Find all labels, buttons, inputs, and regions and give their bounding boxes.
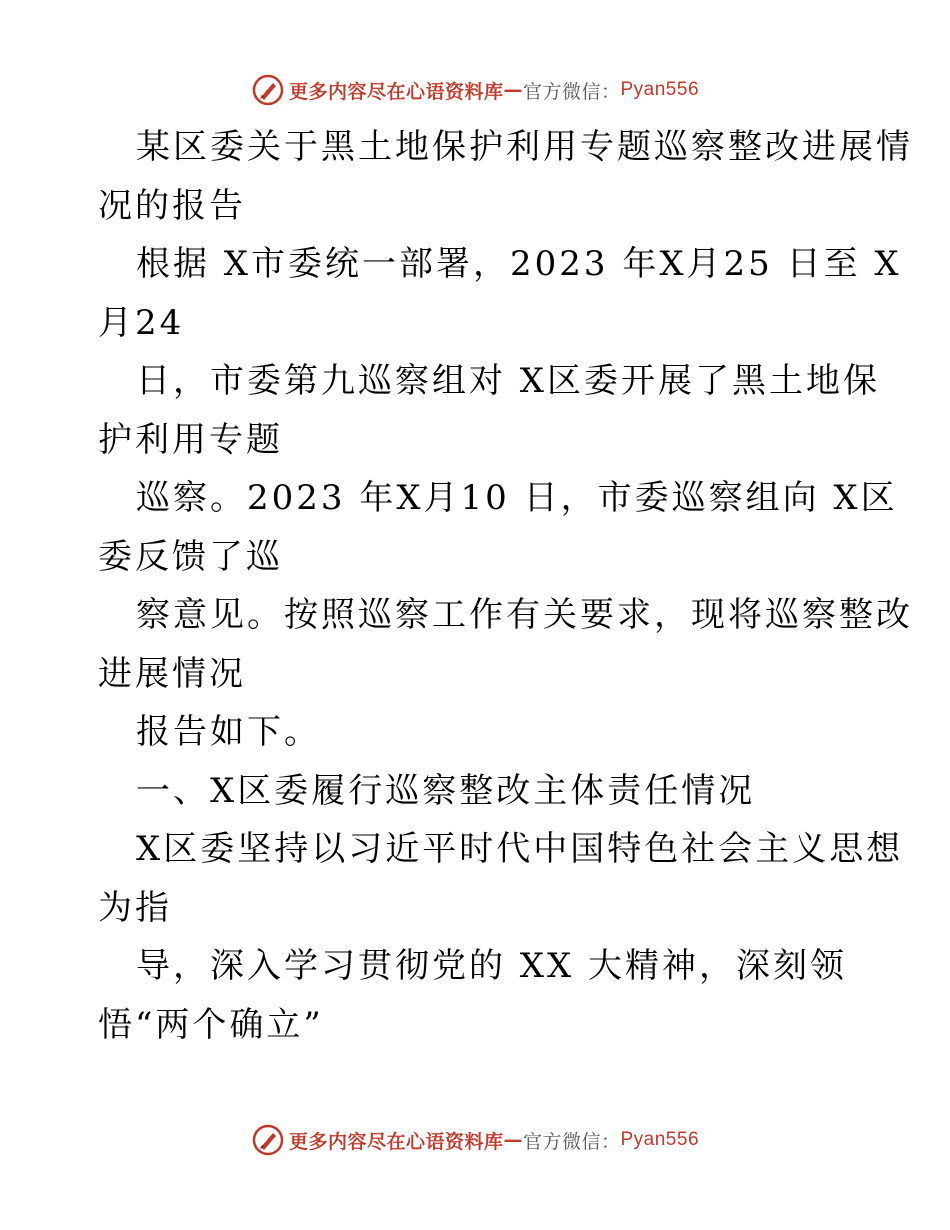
text-line: 日，市委第九巡察组对 X区委开展了黑土地保 — [136, 361, 881, 401]
text-line: X区委坚持以习近平时代中国特色社会主义思想 — [136, 829, 904, 869]
watermark-separator: — — [503, 79, 523, 101]
pen-logo-icon — [251, 73, 285, 107]
text-line: 月24 — [98, 302, 185, 343]
watermark-account: Pyan556 — [620, 1129, 700, 1150]
text-line: 报告如下。 — [136, 712, 321, 752]
watermark-separator: — — [503, 1129, 523, 1151]
text-line: 进展情况 — [98, 653, 246, 694]
text-line: 委反馈了巡 — [98, 536, 283, 577]
watermark-site: 更多内容尽在心语资料库 — [288, 1130, 504, 1153]
watermark-banner-top — [0, 68, 950, 112]
text-line: 一、X区委履行巡察整改主体责任情况 — [136, 770, 756, 811]
text-line: 护利用专题 — [98, 419, 283, 460]
text-line: 巡察。2023 年X月10 日，市委巡察组向 X区 — [136, 478, 898, 518]
document-body — [98, 118, 913, 1054]
text-line: 为指 — [98, 887, 172, 928]
text-line: 某区委关于黑土地保护利用专题巡察整改进展情 — [136, 127, 913, 167]
watermark-label: 官方微信： — [522, 80, 621, 103]
watermark-banner-bottom — [0, 1118, 950, 1162]
watermark-site: 更多内容尽在心语资料库 — [288, 80, 504, 103]
text-line: 悟“两个确立” — [98, 1004, 324, 1045]
text-line: 况的报告 — [98, 185, 246, 226]
text-line: 导，深入学习贯彻党的 XX 大精神，深刻领 — [136, 946, 848, 986]
watermark-account: Pyan556 — [620, 79, 700, 100]
pen-logo-icon — [251, 1123, 285, 1157]
watermark-label: 官方微信： — [522, 1130, 621, 1153]
text-line: 察意见。按照巡察工作有关要求，现将巡察整改 — [136, 595, 913, 635]
text-line: 根据 X市委统一部署，2023 年X月25 日至 X — [136, 244, 902, 284]
